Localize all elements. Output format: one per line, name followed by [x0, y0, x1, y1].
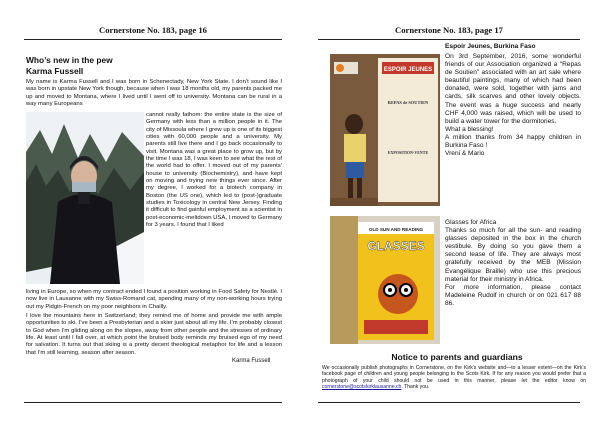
glasses-box-photo [330, 216, 440, 344]
glasses-title: Glasses for Africa [445, 219, 497, 226]
notice-end: . Thank you. [401, 384, 430, 391]
espoir-thanks: A million thanks from 34 happy children in Burkina Faso ! [445, 133, 581, 150]
skier-photo [26, 112, 144, 284]
intro-paragraph: My name is Karma Fussell and I was born in Schenectady, New York State. I don’t sound like I was born in upstate New York though, because when I was 18 months old, my parents packed me up and moved to Montana, where I lived until I went off to university. Montana can be rural in a way many Europeans [26, 79, 282, 108]
espoir-body [445, 53, 581, 158]
article-title [26, 55, 113, 76]
espoir-signature: Vreni & Mario [445, 150, 485, 158]
poster-illustration [330, 54, 440, 206]
footer-rule [318, 402, 580, 403]
footer-rule [24, 402, 282, 403]
author-line: Karma Fussell [26, 65, 84, 76]
mountains-paragraph: I love the mountains here in Switzerland; they remind me of home and provide me with ample opportunities to ski. I’ve been a Presbyterian and a skier just about all my life. I’m probably closest to God when I’m gliding along on the slopes, away from other people and the stresses of ordinary life. At least until I fall over, at which point the bruised body reminds my bruised ego of my need for salvation. It turns out that skiing is a pretty decent theological metaphor for life and a lesson that I’m still learning, season after season. [26, 313, 282, 356]
glasses-contact: For more information, please contact Madeleine Rudolf in church or on 021 617 88 86. [445, 283, 581, 307]
skier-illustration [26, 112, 144, 284]
title-line: Who’s new in the pew [26, 55, 113, 65]
side-paragraph: cannot really fathom: the entire state is the size of Germany with less than a million people in it. The city of Missoula where I grew up is one of its biggest cities with 60,000 people and a university. My parents still live there and I go back occasionally to visit. Montana was a great place to grow up, but by the time I was 18, I was keen to see what the rest of the world had to offer. I moved out of my parents’ house to university (Biochemistry), and have kept on moving and trying new things ever since. After my degree, I worked for a biotech company in Boston (the US one), which led to (post-)graduate studies in Toxicology in central New Jersey. Finding it difficult to find gainful employment as a scientist in post-economic-meltdown USA, I moved to Germany for 3 years. I found that I liked [146, 112, 282, 229]
europe-paragraph: living in Europe, so when my contract ended I found a position working in Food Safety for Nestlé. I now live in Lausanne with my Swiss-Romand cat, spending many of my non-working hours trying out my Pidgin-French on my poor neighbors in Chailly. [26, 289, 282, 310]
poster-photo [330, 54, 440, 206]
notice-body [322, 365, 586, 391]
notice-title: Notice to parents and guardians [391, 352, 523, 362]
poster-brand: ESPOIR JEUNES [383, 67, 433, 73]
espoir-title: Espoir Jeunes, Burkina Faso [445, 43, 536, 50]
glasses-box-illustration [330, 216, 440, 344]
glasses-description: Thanks so much for all the sun- and reading glasses deposited in the box in the church vestibule. By doing so you gave them a second lease of life. They are always most gratefully received by the MEB (Mission Evangélique Braille) who use this precious material for their ministry in Africa. [445, 227, 581, 283]
box-top-label: OLD SUN AND READING [368, 227, 424, 232]
page-header: Cornerstone No. 183, page 17 [318, 24, 580, 40]
box-label: GLASSES [367, 239, 425, 253]
notice-text: We occasionally publish photographs in Cornerstone, on the Kirk’s website and—to a lesser extent—on the Kirk’s facebook page of children and young people belonging to the Scots Kirk. If for any reason you would prefer that a photograph of your child should not be used in this manner, please let the editor know on [322, 365, 586, 384]
editor-email-link[interactable]: cornerstone@scotskirklausanne.ch [322, 384, 402, 391]
page-header: Cornerstone No. 183, page 16 [24, 24, 282, 40]
espoir-blessing: What a blessing! [445, 125, 494, 133]
poster-line2: EXPOSITION-VENTE [387, 150, 429, 155]
glasses-body [445, 219, 581, 308]
poster-line1: REPAS de SOUTIEN [387, 100, 429, 105]
espoir-report: On 3rd September, 2016, some wonderful friends of our Association organized a "Repas de Soutien" associated with an art sale where beautiful paintings, many of which had been donated, were sold, together with jams and cards, silk scarves and other lovely objects. The event was a huge success and nearly CHF 4,000 was raised, which will be used to build a water tower for the dormitories. [445, 53, 581, 125]
signature: Karma Fussell [232, 358, 271, 364]
